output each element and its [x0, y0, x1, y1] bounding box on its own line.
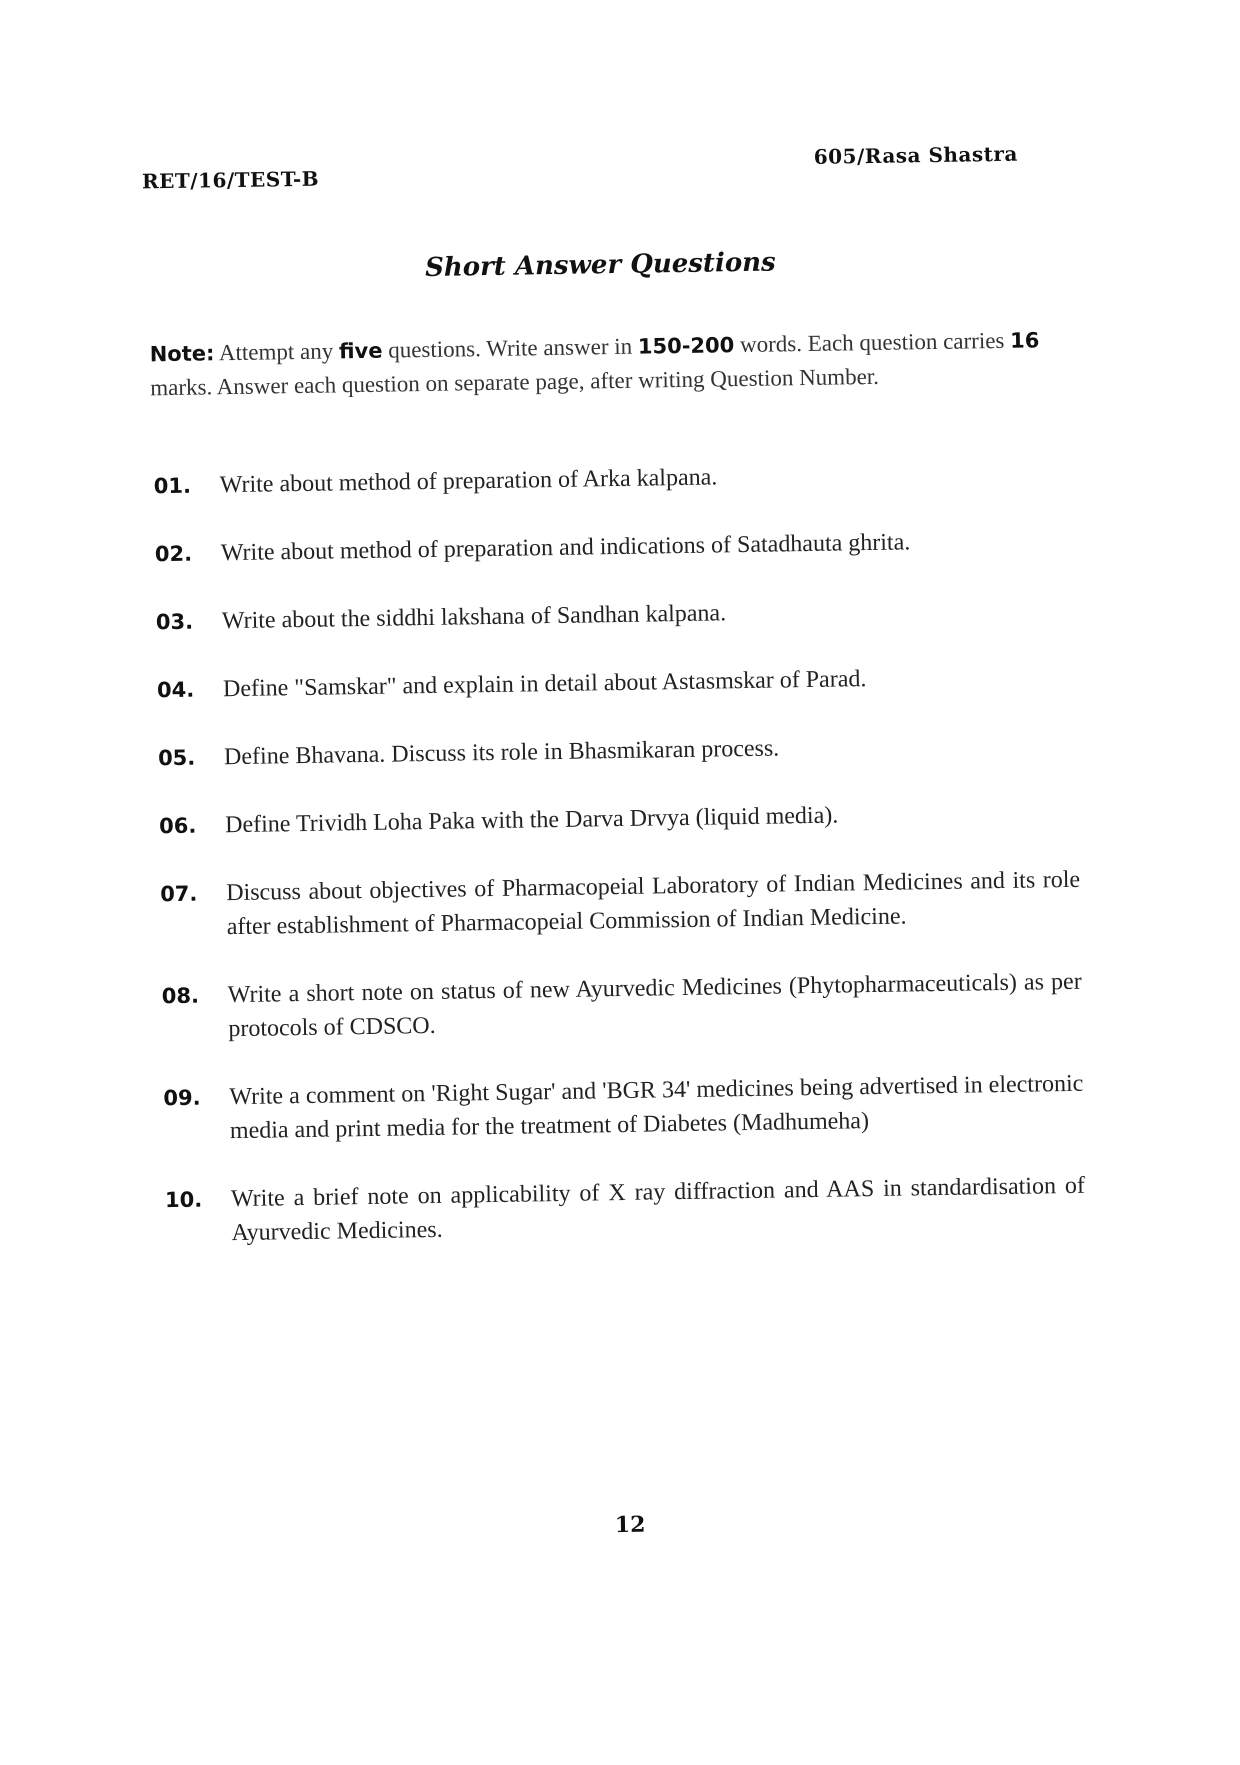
question-item [163, 1067, 1084, 1149]
section-title: Short Answer Questions [424, 247, 776, 283]
question-number: 10. [164, 1187, 203, 1213]
note-text-1: Attempt any [218, 338, 334, 366]
question-number: 07. [160, 881, 198, 907]
question-text: Discuss about objectives of Pharmacopeial Laboratory of Indian Medicines and its role after establishment of Pharmacopeial Commission of Indian Medicine. [226, 866, 1081, 941]
question-text: Define Trividh Loha Paka with the Darva Drvya (liquid media). [224, 802, 839, 839]
question-text: Define Bhavana. Discuss its role in Bhasmikaran process. [223, 735, 780, 771]
instructions-note [149, 323, 1050, 405]
test-code: RET/16/TEST-B [141, 166, 320, 194]
question-item [162, 965, 1083, 1047]
question-number: 04. [156, 677, 195, 703]
question-text: Write about the siddhi lakshana of Sandhan kalpana. [221, 600, 727, 635]
note-text-2: questions. Write answer in [388, 333, 633, 363]
note-bold-marks: 16 [1009, 328, 1040, 353]
question-text: Write a short note on status of new Ayurvedic Medicines (Phytopharmaceuticals) as per protocols of CDSCO. [227, 968, 1082, 1043]
question-text: Write a comment on 'Right Sugar' and 'BGR 34' medicines being advertised in electronic media and print media for the treatment of Diabetes (Madhumeha) [229, 1070, 1084, 1145]
note-text-4: marks. Answer each question on separate page, after writing Question Number. [150, 363, 880, 401]
question-number: 02. [154, 541, 193, 567]
question-item [160, 863, 1081, 945]
question-number: 08. [161, 983, 200, 1009]
question-text: Write about method of preparation and indications of Satadhauta ghrita. [220, 529, 911, 567]
note-text-3: words. Each question carries [739, 327, 1005, 358]
note-bold-five: five [338, 338, 383, 364]
question-item [158, 727, 1078, 775]
page-number: 12 [614, 1511, 646, 1539]
question-item [157, 659, 1077, 707]
question-number: 05. [157, 745, 196, 771]
question-item [155, 523, 1075, 571]
question-number: 03. [155, 609, 194, 635]
question-number: 09. [163, 1085, 201, 1111]
question-text: Write a brief note on applicability of X ray diffraction and AAS in standardisation of Ayurvedic Medicines. [230, 1172, 1086, 1247]
note-bold-word-range: 150-200 [637, 333, 735, 359]
question-text: Write about method of preparation of Arka kalpana. [219, 464, 718, 499]
question-text: Define "Samskar" and explain in detail about Astasmskar of Parad. [222, 666, 867, 703]
note-label: Note: [149, 341, 215, 367]
question-item [156, 591, 1076, 639]
question-list [154, 455, 1086, 1251]
question-item [159, 795, 1079, 843]
question-number: 06. [158, 813, 197, 839]
subject-code: 605/Rasa Shastra [813, 141, 1019, 169]
question-item [165, 1169, 1086, 1251]
question-item [154, 455, 1074, 503]
question-number: 01. [153, 473, 192, 499]
